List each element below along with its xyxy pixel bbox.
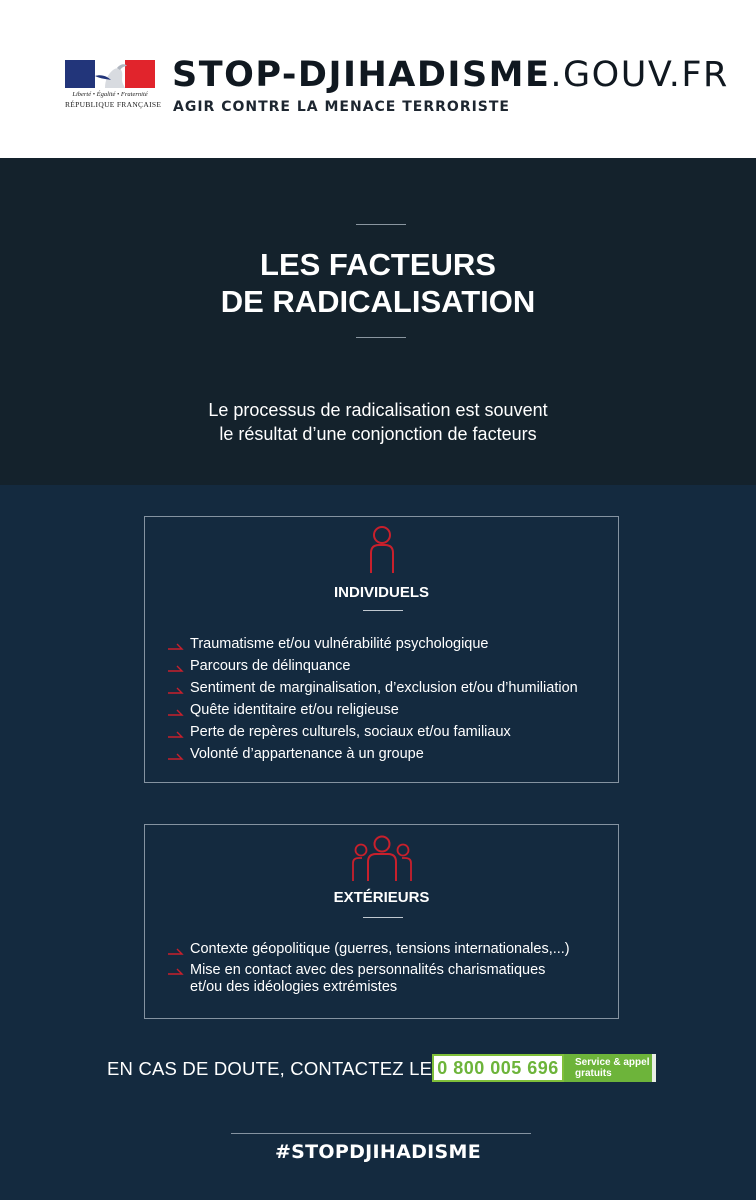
intro-line1: Le processus de radicalisation est souvent [208, 400, 548, 420]
list-item: Traumatisme et/ou vulnérabilité psychologique [167, 633, 578, 655]
arrow-icon [167, 751, 184, 760]
footer-rule [231, 1133, 531, 1134]
person-icon [366, 525, 398, 575]
page-title-line1: LES FACTEURS [260, 247, 496, 282]
republic-motto: Liberté • Égalité • Fraternité [72, 91, 148, 98]
site-header [0, 0, 756, 158]
list-item: Volonté d’appartenance à un groupe [167, 743, 578, 765]
arrow-icon [167, 707, 184, 716]
page-title-line2: DE RADICALISATION [220, 284, 536, 319]
phone-number-badge[interactable] [432, 1054, 656, 1082]
arrow-icon [167, 641, 184, 650]
list-item: Parcours de délinquance [167, 655, 578, 677]
arrow-icon [167, 685, 184, 694]
individual-factors-list [167, 633, 578, 765]
list-item: Mise en contact avec des personnalités charismatiques et/ou des idéologies extrémistes [167, 962, 567, 996]
list-item: Contexte géopolitique (guerres, tensions internationales,...) [167, 938, 570, 960]
individual-title-rule [363, 610, 403, 611]
list-item: Sentiment de marginalisation, d’exclusion et/ou d’humiliation [167, 677, 578, 699]
external-factors-box [144, 824, 619, 1019]
marianne-icon [65, 60, 155, 88]
list-item: Quête identitaire et/ou religieuse [167, 699, 578, 721]
site-title[interactable] [172, 56, 729, 94]
external-factors-list [167, 938, 570, 996]
hashtag[interactable]: #STOPDJIHADISME [274, 1141, 482, 1163]
contact-label: EN CAS DE DOUTE, CONTACTEZ LE [107, 1058, 433, 1079]
free-service-line2: gratuits [575, 1068, 612, 1079]
free-service-tag [564, 1054, 656, 1082]
external-title-rule [363, 917, 403, 918]
group-icon [350, 835, 414, 883]
title-top-rule [356, 224, 406, 225]
arrow-icon [167, 946, 184, 955]
individual-factors-box [144, 516, 619, 783]
phone-number[interactable]: 0 800 005 696 [432, 1054, 564, 1082]
republic-name: RÉPUBLIQUE FRANÇAISE [65, 100, 162, 109]
arrow-icon [167, 729, 184, 738]
title-bottom-rule [356, 337, 406, 338]
individual-factors-title: INDIVIDUELS [333, 584, 429, 601]
intro-text [0, 398, 756, 446]
site-title-bold: STOP-DJIHADISME [172, 55, 551, 95]
site-tagline: AGIR CONTRE LA MENACE TERRORISTE [173, 99, 510, 115]
page-title [0, 246, 756, 320]
arrow-icon [167, 663, 184, 672]
intro-line2: le résultat d’une conjonction de facteurs [219, 424, 537, 444]
site-title-domain: .GOUV.FR [550, 55, 729, 95]
arrow-icon [167, 966, 184, 975]
republique-francaise-logo[interactable] [65, 60, 162, 110]
free-service-line1: Service & appel [575, 1057, 650, 1068]
list-item: Perte de repères culturels, sociaux et/ou familiaux [167, 721, 578, 743]
external-factors-title: EXTÉRIEURS [333, 889, 430, 906]
title-band [0, 158, 756, 485]
